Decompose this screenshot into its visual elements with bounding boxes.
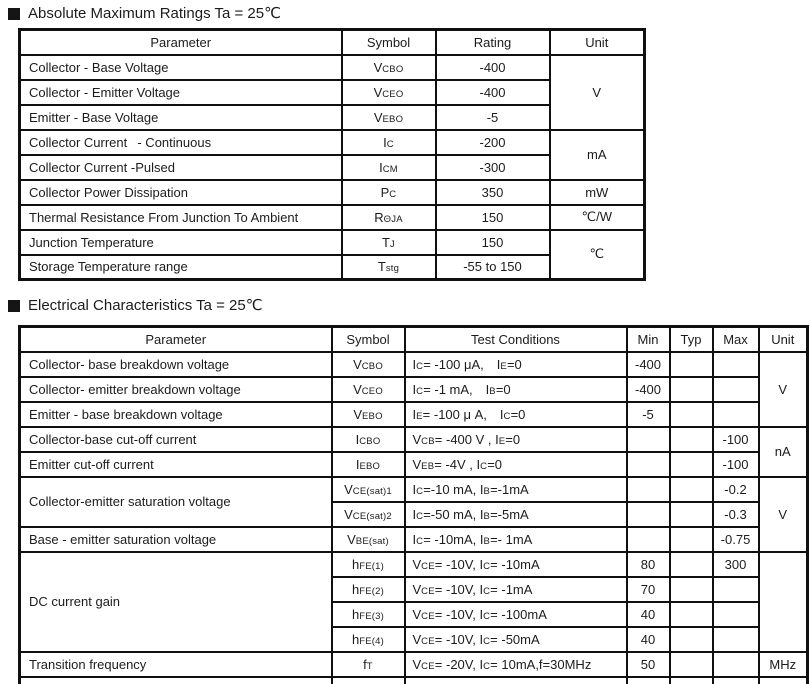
min-cell: 40 [627, 602, 670, 627]
typ-cell [670, 577, 713, 602]
max-cell: -100 [713, 452, 759, 477]
section-title-text: Electrical Characteristics Ta = 25℃ [28, 297, 263, 314]
partial-cell [759, 677, 808, 684]
symbol-cell: VBE(sat) [332, 527, 405, 552]
max-cell [713, 602, 759, 627]
min-cell [627, 527, 670, 552]
parameter-cell: Emitter - base breakdown voltage [20, 402, 332, 427]
section-title-electrical-characteristics [8, 296, 263, 315]
electrical-characteristics-table [18, 325, 809, 684]
unit-cell: nA [759, 427, 808, 477]
table-row [20, 427, 808, 452]
test-conditions-cell: VCE= -10V, IC= -10mA [405, 552, 627, 577]
symbol-cell: VCBO [342, 55, 436, 80]
typ-cell [670, 377, 713, 402]
min-cell [627, 452, 670, 477]
symbol-cell: VCEO [332, 377, 405, 402]
electrical-characteristics-body [20, 327, 808, 684]
symbol-cell: VEBO [342, 105, 436, 130]
table-row [20, 402, 808, 427]
table-row [20, 377, 808, 402]
rating-cell: -400 [436, 55, 550, 80]
parameter-cell: Emitter cut-off current [20, 452, 332, 477]
parameter-cell: Collector-base cut-off current [20, 427, 332, 452]
test-conditions-cell: VCB= -400 V , IE=0 [405, 427, 627, 452]
max-cell: -0.3 [713, 502, 759, 527]
min-cell: -5 [627, 402, 670, 427]
typ-cell [670, 552, 713, 577]
typ-cell [670, 602, 713, 627]
rating-cell: 350 [436, 180, 550, 205]
symbol-cell: VCBO [332, 352, 405, 377]
partial-cell [20, 677, 332, 684]
column-header: Symbol [342, 30, 436, 55]
table-row [20, 130, 645, 155]
parameter-cell: Emitter - Base Voltage [20, 105, 342, 130]
table-row [20, 205, 645, 230]
table-row [20, 552, 808, 577]
min-cell: 70 [627, 577, 670, 602]
table-row [20, 55, 645, 80]
typ-cell [670, 452, 713, 477]
test-conditions-cell: IC=-10 mA, IB=-1mA [405, 477, 627, 502]
symbol-cell: ICBO [332, 427, 405, 452]
column-header: Max [713, 327, 759, 352]
test-conditions-cell: IC= -10mA, IB=- 1mA [405, 527, 627, 552]
min-cell [627, 502, 670, 527]
column-header: Typ [670, 327, 713, 352]
symbol-cell: PC [342, 180, 436, 205]
absolute-maximum-ratings-body [20, 30, 645, 280]
column-header: Parameter [20, 327, 332, 352]
unit-cell: ℃ [550, 230, 645, 280]
header-row [20, 327, 808, 352]
table-row [20, 652, 808, 677]
unit-cell: V [759, 477, 808, 552]
partial-cell [405, 677, 627, 684]
symbol-cell: hFE(1) [332, 552, 405, 577]
unit-cell: V [550, 55, 645, 130]
unit-cell: MHz [759, 652, 808, 677]
typ-cell [670, 427, 713, 452]
test-conditions-cell: VCE= -10V, IC= -50mA [405, 627, 627, 652]
column-header: Unit [550, 30, 645, 55]
typ-cell [670, 352, 713, 377]
parameter-cell: Collector Current - Continuous [20, 130, 342, 155]
parameter-cell: Collector - Emitter Voltage [20, 80, 342, 105]
table-row [20, 527, 808, 552]
unit-cell: mW [550, 180, 645, 205]
unit-cell: mA [550, 130, 645, 180]
absolute-maximum-ratings-table [18, 28, 646, 281]
symbol-cell: IC [342, 130, 436, 155]
symbol-cell: Tstg [342, 255, 436, 280]
test-conditions-cell: VEB= -4V , IC=0 [405, 452, 627, 477]
min-cell: 50 [627, 652, 670, 677]
min-cell: 80 [627, 552, 670, 577]
header-row [20, 30, 645, 55]
typ-cell [670, 477, 713, 502]
parameter-cell: Collector-emitter saturation voltage [20, 477, 332, 527]
rating-cell: -55 to 150 [436, 255, 550, 280]
table-row [20, 180, 645, 205]
parameter-cell: Junction Temperature [20, 230, 342, 255]
parameter-cell: Collector Power Dissipation [20, 180, 342, 205]
symbol-cell: hFE(3) [332, 602, 405, 627]
unit-cell [759, 552, 808, 652]
table-row [20, 352, 808, 377]
column-header: Rating [436, 30, 550, 55]
unit-cell: ℃/W [550, 205, 645, 230]
symbol-cell: VEBO [332, 402, 405, 427]
test-conditions-cell: VCE= -20V, IC= 10mA,f=30MHz [405, 652, 627, 677]
typ-cell [670, 502, 713, 527]
rating-cell: 150 [436, 205, 550, 230]
symbol-cell: ICM [342, 155, 436, 180]
column-header: Unit [759, 327, 808, 352]
column-header: Test Conditions [405, 327, 627, 352]
partial-cell [670, 677, 713, 684]
test-conditions-cell: IC= -100 μA, IE=0 [405, 352, 627, 377]
parameter-cell: Collector - Base Voltage [20, 55, 342, 80]
column-header: Symbol [332, 327, 405, 352]
max-cell: -0.2 [713, 477, 759, 502]
test-conditions-cell: IC=-50 mA, IB=-5mA [405, 502, 627, 527]
typ-cell [670, 402, 713, 427]
min-cell [627, 427, 670, 452]
typ-cell [670, 627, 713, 652]
typ-cell [670, 652, 713, 677]
column-header: Min [627, 327, 670, 352]
min-cell [627, 477, 670, 502]
section-title-text: Absolute Maximum Ratings Ta = 25℃ [28, 5, 281, 22]
max-cell [713, 402, 759, 427]
max-cell: -100 [713, 427, 759, 452]
parameter-cell: Collector- base breakdown voltage [20, 352, 332, 377]
symbol-cell: IEBO [332, 452, 405, 477]
min-cell: -400 [627, 377, 670, 402]
parameter-cell: Storage Temperature range [20, 255, 342, 280]
parameter-cell: Collector- emitter breakdown voltage [20, 377, 332, 402]
max-cell: 300 [713, 552, 759, 577]
rating-cell: -300 [436, 155, 550, 180]
test-conditions-cell: VCE= -10V, IC= -1mA [405, 577, 627, 602]
symbol-cell: hFE(4) [332, 627, 405, 652]
symbol-cell: VCEO [342, 80, 436, 105]
rating-cell: -200 [436, 130, 550, 155]
test-conditions-cell: VCE= -10V, IC= -100mA [405, 602, 627, 627]
section-marker-icon [8, 8, 20, 20]
typ-cell [670, 527, 713, 552]
symbol-cell: RΘJA [342, 205, 436, 230]
section-title-absolute-maximum-ratings [8, 4, 281, 23]
max-cell [713, 352, 759, 377]
max-cell: -0.75 [713, 527, 759, 552]
max-cell [713, 652, 759, 677]
parameter-cell: Thermal Resistance From Junction To Ambient [20, 205, 342, 230]
rating-cell: 150 [436, 230, 550, 255]
parameter-cell: Collector Current -Pulsed [20, 155, 342, 180]
partial-cell [627, 677, 670, 684]
parameter-cell: Transition frequency [20, 652, 332, 677]
section-marker-icon [8, 300, 20, 312]
parameter-cell: DC current gain [20, 552, 332, 652]
max-cell [713, 377, 759, 402]
symbol-cell: VCE(sat)2 [332, 502, 405, 527]
symbol-cell: VCE(sat)1 [332, 477, 405, 502]
table-row [20, 230, 645, 255]
min-cell: -400 [627, 352, 670, 377]
partial-cell [713, 677, 759, 684]
symbol-cell: TJ [342, 230, 436, 255]
partial-row [20, 677, 808, 684]
min-cell: 40 [627, 627, 670, 652]
symbol-cell: hFE(2) [332, 577, 405, 602]
max-cell [713, 627, 759, 652]
test-conditions-cell: IE= -100 μ A, IC=0 [405, 402, 627, 427]
table-row [20, 477, 808, 502]
max-cell [713, 577, 759, 602]
rating-cell: -5 [436, 105, 550, 130]
test-conditions-cell: IC= -1 mA, IB=0 [405, 377, 627, 402]
rating-cell: -400 [436, 80, 550, 105]
column-header: Parameter [20, 30, 342, 55]
table-row [20, 452, 808, 477]
unit-cell: V [759, 352, 808, 427]
partial-cell [332, 677, 405, 684]
symbol-cell: fT [332, 652, 405, 677]
parameter-cell: Base - emitter saturation voltage [20, 527, 332, 552]
